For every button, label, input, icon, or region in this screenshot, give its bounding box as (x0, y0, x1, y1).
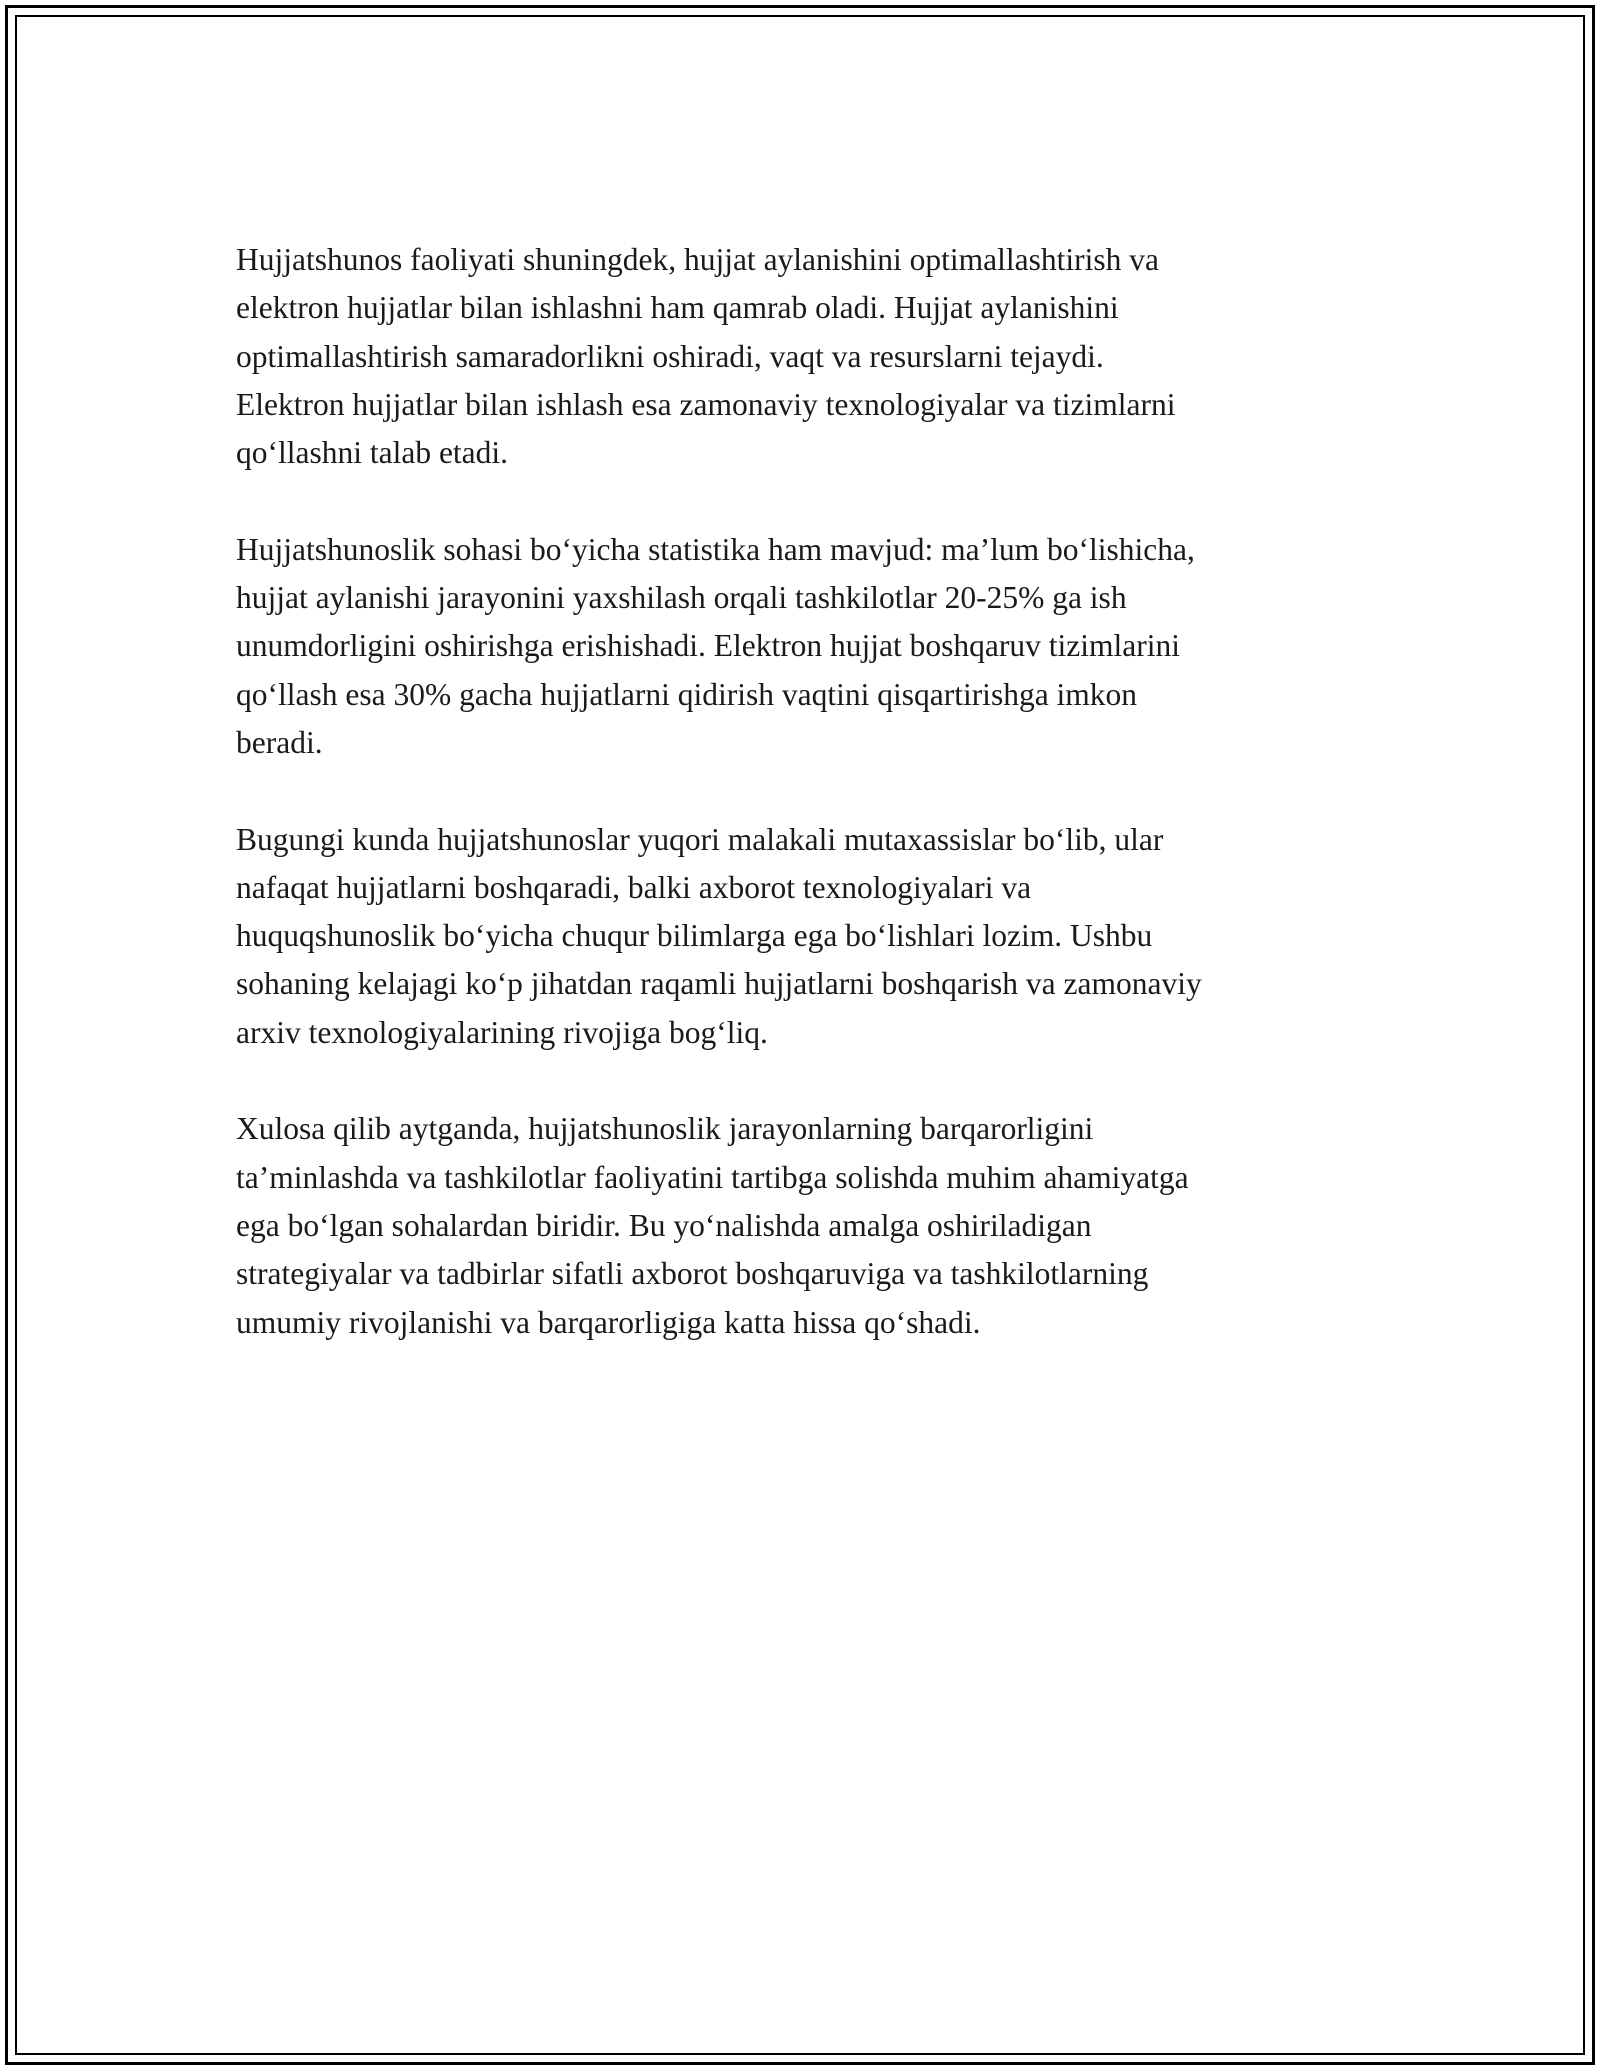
text-line: Hujjatshunos faoliyati shuningdek, hujjat aylanishini optimallashtirish va (236, 242, 1160, 277)
text-line: nafaqat hujjatlarni boshqaradi, balki axborot texnologiyalari va (236, 869, 1032, 905)
text-line: Xulosa qilib aytganda, hujjatshunoslik jarayonlarning barqarorligini (236, 1111, 1094, 1147)
text-line: ega bo‘lgan sohalardan biridir. Bu yo‘nalishda amalga oshiriladigan (236, 1207, 1092, 1243)
text-line: hujjat aylanishi jarayonini yaxshilash orqali tashkilotlar 20-25% ga ish (236, 580, 1127, 616)
paragraph-1 (236, 236, 1376, 477)
paragraph-2 (236, 526, 1376, 767)
text-line: qo‘llashni talab etadi. (236, 435, 509, 471)
text-line: elektron hujjatlar bilan ishlashni ham qamrab oladi. Hujjat aylanishini (236, 290, 1119, 326)
text-line: Bugungi kunda hujjatshunoslar yuqori malakali mutaxassislar bo‘lib, ular (236, 821, 1164, 857)
paragraph-3 (236, 816, 1376, 1057)
text-line: unumdorligini oshirishga erishishadi. Elektron hujjat boshqaruv tizimlarini (236, 628, 1180, 664)
text-line: sohaning kelajagi ko‘p jihatdan raqamli hujjatlarni boshqarish va zamonaviy (236, 966, 1202, 1002)
text-line: Elektron hujjatlar bilan ishlash esa zamonaviy texnologiyalar va tizimlarni (236, 386, 1176, 422)
text-line: huquqshunoslik bo‘yicha chuqur bilimlarga ega bo‘lishlari lozim. Ushbu (236, 918, 1153, 954)
text-line: Hujjatshunoslik sohasi bo‘yicha statistika ham mavjud: ma’lum bo‘lishicha, (236, 531, 1195, 567)
text-line: umumiy rivojlanishi va barqarorligiga katta hissa qo‘shadi. (236, 1304, 981, 1340)
text-line: beradi. (236, 724, 323, 760)
paragraph-4 (236, 1105, 1376, 1346)
text-line: arxiv texnologiyalarining rivojiga bog‘liq. (236, 1014, 768, 1050)
text-line: qo‘llash esa 30% gacha hujjatlarni qidirish vaqtini qisqartirishga imkon (236, 676, 1138, 712)
document-body (236, 236, 1376, 1395)
text-line: ta’minlashda va tashkilotlar faoliyatini tartibga solishda muhim ahamiyatga (236, 1159, 1189, 1195)
text-line: strategiyalar va tadbirlar sifatli axborot boshqaruviga va tashkilotlarning (236, 1256, 1149, 1292)
text-line: optimallashtirish samaradorlikni oshiradi, vaqt va resurslarni tejaydi. (236, 338, 1104, 374)
